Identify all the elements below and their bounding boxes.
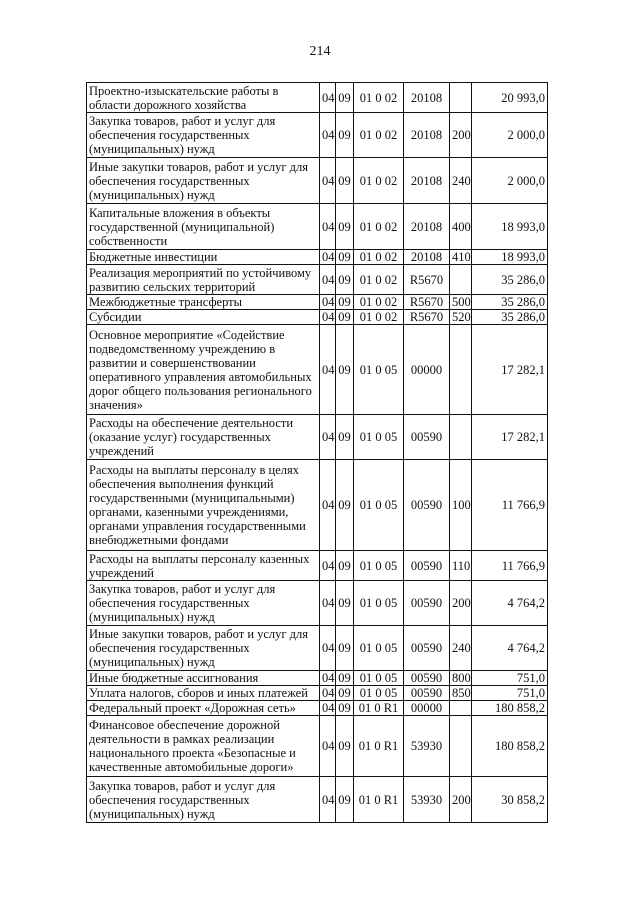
row-expense-type-code: 240 (450, 626, 472, 671)
row-expense-type-code: 100 (450, 460, 472, 551)
row-subsection-code: 09 (336, 325, 354, 415)
row-expense-type-code: 200 (450, 777, 472, 823)
row-name: Закупка товаров, работ и услуг для обеспечения государственных (муниципальных) нужд (87, 113, 320, 158)
row-section-code: 04 (320, 265, 336, 295)
row-section-code: 04 (320, 83, 336, 113)
budget-table (86, 82, 548, 823)
table-row (87, 671, 548, 686)
row-name: Финансовое обеспечение дорожной деятельности в рамках реализации национального проекта «Безопасные и качественные автомобильные дороги» (87, 716, 320, 777)
table-row (87, 158, 548, 204)
row-amount: 35 286,0 (472, 310, 548, 325)
row-program-code: 01 0 05 (354, 671, 404, 686)
row-subsection-code: 09 (336, 265, 354, 295)
row-subsection-code: 09 (336, 716, 354, 777)
page-number: 214 (309, 44, 331, 59)
row-program-code: 01 0 02 (354, 250, 404, 265)
row-direction-code: 00590 (404, 686, 450, 701)
table-row (87, 265, 548, 295)
table-row (87, 250, 548, 265)
row-name: Межбюджетные трансферты (87, 295, 320, 310)
table-row (87, 325, 548, 415)
row-subsection-code: 09 (336, 204, 354, 250)
row-program-code: 01 0 R1 (354, 701, 404, 716)
row-subsection-code: 09 (336, 581, 354, 626)
row-name: Реализация мероприятий по устойчивому развитию сельских территорий (87, 265, 320, 295)
row-amount: 18 993,0 (472, 250, 548, 265)
row-expense-type-code: 400 (450, 204, 472, 250)
row-name: Иные закупки товаров, работ и услуг для обеспечения государственных (муниципальных) нужд (87, 158, 320, 204)
row-program-code: 01 0 05 (354, 626, 404, 671)
table-row (87, 295, 548, 310)
row-amount: 18 993,0 (472, 204, 548, 250)
row-amount: 4 764,2 (472, 581, 548, 626)
row-subsection-code: 09 (336, 671, 354, 686)
row-name: Федеральный проект «Дорожная сеть» (87, 701, 320, 716)
row-direction-code: 53930 (404, 777, 450, 823)
row-expense-type-code: 200 (450, 113, 472, 158)
row-amount: 11 766,9 (472, 460, 548, 551)
row-amount: 2 000,0 (472, 158, 548, 204)
table-row (87, 581, 548, 626)
row-program-code: 01 0 05 (354, 415, 404, 460)
row-expense-type-code: 850 (450, 686, 472, 701)
row-expense-type-code: 200 (450, 581, 472, 626)
row-amount: 4 764,2 (472, 626, 548, 671)
row-expense-type-code: 110 (450, 551, 472, 581)
row-expense-type-code (450, 701, 472, 716)
row-amount: 35 286,0 (472, 265, 548, 295)
row-direction-code: 00590 (404, 671, 450, 686)
row-expense-type-code: 500 (450, 295, 472, 310)
table-row (87, 460, 548, 551)
row-section-code: 04 (320, 777, 336, 823)
row-section-code: 04 (320, 716, 336, 777)
row-name: Расходы на выплаты персоналу казенных учреждений (87, 551, 320, 581)
row-subsection-code: 09 (336, 460, 354, 551)
row-section-code: 04 (320, 551, 336, 581)
row-name: Иные бюджетные ассигнования (87, 671, 320, 686)
row-expense-type-code: 520 (450, 310, 472, 325)
row-program-code: 01 0 05 (354, 325, 404, 415)
row-section-code: 04 (320, 701, 336, 716)
row-amount: 751,0 (472, 686, 548, 701)
row-subsection-code: 09 (336, 686, 354, 701)
row-program-code: 01 0 R1 (354, 777, 404, 823)
row-direction-code: 00000 (404, 325, 450, 415)
row-program-code: 01 0 05 (354, 460, 404, 551)
row-amount: 180 858,2 (472, 716, 548, 777)
row-direction-code: 20108 (404, 204, 450, 250)
row-section-code: 04 (320, 415, 336, 460)
row-amount: 17 282,1 (472, 415, 548, 460)
row-name: Иные закупки товаров, работ и услуг для обеспечения государственных (муниципальных) нужд (87, 626, 320, 671)
row-section-code: 04 (320, 113, 336, 158)
row-direction-code: 20108 (404, 158, 450, 204)
row-amount: 751,0 (472, 671, 548, 686)
row-program-code: 01 0 02 (354, 295, 404, 310)
row-direction-code: 53930 (404, 716, 450, 777)
row-section-code: 04 (320, 581, 336, 626)
row-amount: 17 282,1 (472, 325, 548, 415)
row-section-code: 04 (320, 158, 336, 204)
row-program-code: 01 0 02 (354, 83, 404, 113)
table-row (87, 551, 548, 581)
row-expense-type-code (450, 265, 472, 295)
row-direction-code: 20108 (404, 83, 450, 113)
row-direction-code: R5670 (404, 310, 450, 325)
row-section-code: 04 (320, 686, 336, 701)
row-program-code: 01 0 02 (354, 310, 404, 325)
row-direction-code: 00590 (404, 415, 450, 460)
row-program-code: 01 0 05 (354, 581, 404, 626)
row-name: Бюджетные инвестиции (87, 250, 320, 265)
row-subsection-code: 09 (336, 250, 354, 265)
row-subsection-code: 09 (336, 415, 354, 460)
row-amount: 30 858,2 (472, 777, 548, 823)
row-program-code: 01 0 02 (354, 113, 404, 158)
row-direction-code: 00590 (404, 460, 450, 551)
row-amount: 2 000,0 (472, 113, 548, 158)
row-expense-type-code: 240 (450, 158, 472, 204)
row-subsection-code: 09 (336, 295, 354, 310)
table-row (87, 204, 548, 250)
row-direction-code: 00590 (404, 581, 450, 626)
table-row (87, 626, 548, 671)
row-direction-code: R5670 (404, 295, 450, 310)
table-row (87, 310, 548, 325)
row-amount: 11 766,9 (472, 551, 548, 581)
row-name: Расходы на выплаты персоналу в целях обеспечения выполнения функций государственными (муниципальными) органами, казенными учреждениями, органами управления государственными внебюджетными фондами (87, 460, 320, 551)
table-row (87, 777, 548, 823)
row-expense-type-code: 800 (450, 671, 472, 686)
row-section-code: 04 (320, 626, 336, 671)
row-program-code: 01 0 02 (354, 158, 404, 204)
row-expense-type-code (450, 83, 472, 113)
row-subsection-code: 09 (336, 626, 354, 671)
row-name: Проектно-изыскательские работы в области дорожного хозяйства (87, 83, 320, 113)
row-program-code: 01 0 02 (354, 204, 404, 250)
table-row (87, 415, 548, 460)
row-section-code: 04 (320, 204, 336, 250)
row-program-code: 01 0 R1 (354, 716, 404, 777)
budget-table-body (87, 83, 548, 823)
row-section-code: 04 (320, 460, 336, 551)
row-name: Уплата налогов, сборов и иных платежей (87, 686, 320, 701)
row-name: Расходы на обеспечение деятельности (оказание услуг) государственных учреждений (87, 415, 320, 460)
row-subsection-code: 09 (336, 777, 354, 823)
row-name: Основное мероприятие «Содействие подведомственному учреждению в развитии и совершенствовании оперативного управления автомобильных дорог общего пользования регионального значения» (87, 325, 320, 415)
table-row (87, 701, 548, 716)
row-direction-code: 00000 (404, 701, 450, 716)
row-amount: 180 858,2 (472, 701, 548, 716)
table-row (87, 113, 548, 158)
row-program-code: 01 0 02 (354, 265, 404, 295)
row-subsection-code: 09 (336, 310, 354, 325)
row-expense-type-code (450, 325, 472, 415)
row-subsection-code: 09 (336, 83, 354, 113)
row-expense-type-code (450, 716, 472, 777)
row-direction-code: 00590 (404, 551, 450, 581)
row-direction-code: 00590 (404, 626, 450, 671)
row-direction-code: R5670 (404, 265, 450, 295)
row-expense-type-code (450, 415, 472, 460)
row-program-code: 01 0 05 (354, 686, 404, 701)
row-expense-type-code: 410 (450, 250, 472, 265)
table-row (87, 686, 548, 701)
row-subsection-code: 09 (336, 701, 354, 716)
row-subsection-code: 09 (336, 158, 354, 204)
row-program-code: 01 0 05 (354, 551, 404, 581)
row-direction-code: 20108 (404, 250, 450, 265)
row-name: Субсидии (87, 310, 320, 325)
table-row (87, 83, 548, 113)
row-section-code: 04 (320, 310, 336, 325)
row-name: Закупка товаров, работ и услуг для обеспечения государственных (муниципальных) нужд (87, 777, 320, 823)
row-section-code: 04 (320, 295, 336, 310)
row-direction-code: 20108 (404, 113, 450, 158)
row-section-code: 04 (320, 325, 336, 415)
row-amount: 35 286,0 (472, 295, 548, 310)
row-name: Закупка товаров, работ и услуг для обеспечения государственных (муниципальных) нужд (87, 581, 320, 626)
table-row (87, 716, 548, 777)
row-section-code: 04 (320, 250, 336, 265)
row-name: Капитальные вложения в объекты государственной (муниципальной) собственности (87, 204, 320, 250)
row-subsection-code: 09 (336, 551, 354, 581)
row-subsection-code: 09 (336, 113, 354, 158)
row-amount: 20 993,0 (472, 83, 548, 113)
row-section-code: 04 (320, 671, 336, 686)
